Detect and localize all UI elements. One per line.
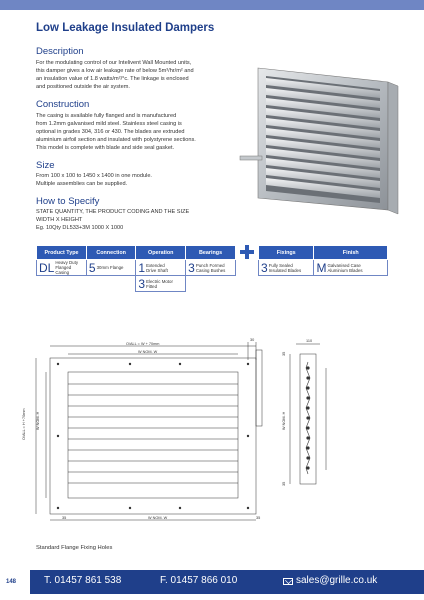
option-code: 3 (138, 276, 146, 291)
top-color-band (0, 0, 424, 10)
empty-cell (86, 276, 135, 292)
option-desc: 30mm Flange (96, 265, 124, 270)
option-desc: Electric Motor Fitted (146, 278, 173, 289)
construction-line: from 1.2mm galvanised mild steel. Stainless steel casing is (36, 121, 182, 128)
description-line: For the modulating control of our Intelivent Wall Mounted units, (36, 60, 192, 66)
description-line: this damper gives a low air leakage rate of below 5m³/hr/m² and (36, 68, 194, 75)
front-elevation-drawing (30, 338, 300, 528)
mail-icon (283, 578, 293, 585)
header-connection: Connection (86, 246, 135, 260)
option-desc: Fully Sealed Insulated Blades (268, 262, 302, 273)
header-finish: Finish (314, 246, 388, 260)
empty-cell (186, 276, 236, 292)
description-text (36, 59, 236, 91)
header-fixings: Fixings (259, 246, 314, 260)
side-dim-top: 35 (282, 351, 286, 356)
option-cell (37, 260, 87, 276)
construction-text (36, 112, 236, 152)
plus-icon (240, 245, 254, 259)
drawing-caption: Standard Flange Fixing Holes (36, 545, 113, 551)
size-heading: Size (36, 160, 55, 171)
construction-heading: Construction (36, 99, 90, 110)
footer-email-link[interactable]: sales@grille.co.uk (296, 575, 378, 586)
specify-line: WIDTH X HEIGHT (36, 217, 83, 224)
option-code: M (316, 260, 327, 275)
header-bearings: Bearings (186, 246, 236, 260)
description-line: and positioned outside the air system. (36, 84, 130, 91)
bottom-right-dim: 35 (256, 516, 261, 520)
option-desc: Extended Drive Shaft (146, 262, 168, 273)
header-product-type: Product Type (37, 246, 87, 260)
option-cell (186, 260, 236, 276)
construction-line: The casing is available fully flanged and is manufactured (36, 113, 177, 119)
specify-line: STATE QUANTITY, THE PRODUCT CODING AND THE SIZE (36, 209, 190, 215)
description-heading: Description (36, 46, 84, 57)
option-cell (259, 260, 314, 276)
how-to-specify-text (36, 208, 236, 232)
side-elevation-drawing (282, 338, 332, 496)
description-line: an insulation value of 1.8 watts/m²/°c. The linkage is enclosed (36, 76, 189, 83)
option-code: 3 (261, 260, 268, 275)
how-to-specify-heading: How to Specify (36, 196, 100, 207)
option-code: 1 (138, 260, 146, 275)
side-top-dim: 110 (306, 339, 313, 343)
specify-line: Eg. 10Qty DL533+3M 1000 X 1000 (36, 225, 124, 232)
overall-width-label: O/ALL = W + 70mm (126, 342, 160, 346)
option-desc: Punch Formed Casing Bushes (195, 262, 226, 273)
side-nominal-height-label: W NOM. H (282, 411, 286, 430)
option-desc: Heavy Duty Flanged Casing (55, 260, 79, 275)
construction-line: This model is complete with blade and side seal gasket. (36, 145, 175, 152)
damper-photo (238, 60, 410, 220)
fixings-finish-table (258, 245, 388, 276)
size-text (36, 172, 236, 188)
option-code: DL (39, 260, 55, 275)
empty-cell (37, 276, 87, 292)
nominal-height-label: W NOM. H (36, 411, 40, 430)
footer-fax: F. 01457 866 010 (160, 575, 238, 586)
size-line: Multiple assemblies can be supplied. (36, 181, 128, 188)
construction-line: aluminium airfoil section and insulated with polystyrene sections. (36, 137, 196, 144)
overall-height-label: O/ALL = H +70mm (22, 408, 26, 440)
flange-top-dim: 30 (250, 338, 255, 342)
side-dim-bottom: 35 (282, 481, 286, 486)
size-line: From 100 x 100 to 1450 x 1400 in one module. (36, 173, 152, 179)
header-operation: Operation (136, 246, 186, 260)
page-number: 148 (6, 579, 17, 585)
page-title: Low Leakage Insulated Dampers (36, 22, 215, 34)
option-cell (136, 260, 186, 276)
option-desc: Galvanised Case Aluminium Blades (327, 262, 363, 273)
option-code: 3 (188, 260, 195, 275)
product-code-table (36, 245, 236, 292)
footer (0, 566, 424, 600)
option-cell (314, 260, 388, 276)
nominal-width-label: W NOM. W (138, 350, 158, 354)
option-cell (136, 276, 186, 292)
option-code: 5 (88, 260, 96, 275)
option-cell (86, 260, 135, 276)
bottom-nominal-width-label: W NOM. W (148, 516, 168, 520)
bottom-left-dim: 35 (62, 516, 67, 520)
construction-line: optional in grades 304, 316 or 430. The blades are extruded (36, 129, 185, 136)
footer-telephone[interactable]: T. 01457 861 538 (44, 575, 122, 586)
